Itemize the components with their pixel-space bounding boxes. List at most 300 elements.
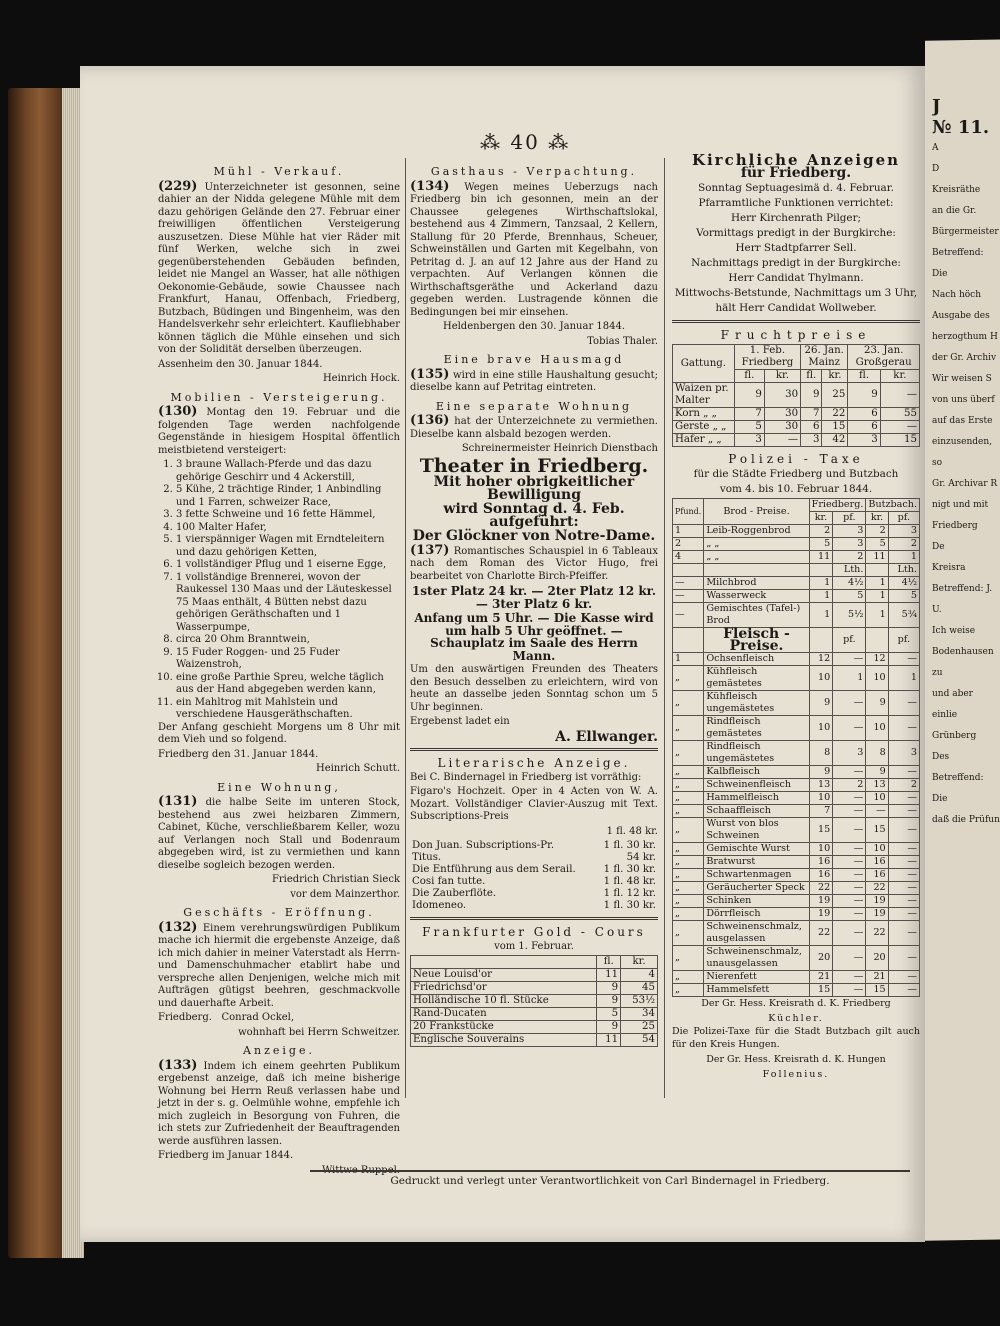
table-cell: — [833, 895, 866, 908]
ad-text: Montag den 19. Februar und die folgenden Tage werden nachfolgende Gegenstände in hiesigem Hospital öffentlich meistbietend versteigert: [158, 407, 400, 456]
ad-sign [158, 1012, 400, 1025]
table-row [410, 852, 658, 864]
heading-fruchtpreise: Fruchtpreise [720, 328, 872, 342]
ad-number: (133) [158, 1057, 198, 1073]
book-price: 54 kr. [626, 852, 656, 863]
goldcours-date: vom 1. Februar. [494, 940, 574, 952]
table-cell: 55 [880, 408, 919, 421]
church-pfarr-name: Herr Kirchenrath Pilger; [730, 212, 862, 224]
table-row [673, 843, 920, 856]
table-cell: 5 [833, 590, 866, 603]
header-cell: Friedberg. [809, 499, 866, 512]
next-page-fragment: Kreisräthe [932, 185, 981, 195]
table-cell: 1 [809, 603, 833, 628]
table-cell: — [888, 984, 919, 997]
table-cell: 20 [809, 946, 833, 971]
table-row [673, 525, 920, 538]
ad-229 [158, 178, 400, 357]
table-cell: — [833, 869, 866, 882]
table-cell: — [833, 792, 866, 805]
table-row [673, 946, 920, 971]
table-cell [866, 564, 888, 577]
book-price: 1 fl. 30 kr. [603, 900, 656, 911]
table-cell: — [880, 383, 919, 408]
page [80, 66, 925, 1242]
table-cell: 10 [866, 843, 888, 856]
table-cell: Ochsenfleisch [704, 653, 809, 666]
table-cell: 45 [621, 982, 658, 995]
table-row [673, 895, 920, 908]
polizei-sub: für die Städte Friedberg und Butzbach [693, 468, 899, 480]
header-cell: Butzbach. [866, 499, 920, 512]
theater-play: Der Glöckner von Notre-Dame. [412, 528, 656, 544]
header-cell: Gattung. [673, 345, 735, 383]
table-cell: — [833, 971, 866, 984]
list-item: 5. 1 vierspänniger Wagen mit Erndteleitern und dazu gehörigen Ketten, [176, 534, 400, 559]
table-cell: — [888, 716, 919, 741]
table-cell: 5½ [833, 603, 866, 628]
table-cell: 21 [866, 971, 888, 984]
table-cell: „ [673, 805, 704, 818]
ad-text: Unterzeichneter ist gesonnen, seine dahier an der Nidda gelegene Mühle mit dem dazu gehörigen Gelände den 27. Februar einer freiwilligen öffentlichen Versteigerung auszusetzen. Diese Mühle hat vier Räder mit fünf Werken, welche sich in zwei gegenüberstehenden Gebäuden befinden, leidet nie Mangel an Wasser, hat alle nöthigen Oekonomie-Gebäude, sowie Chaussee nach Frankfurt, Hanau, Offenbach, Friedberg, Butzbach, Büdingen und Bingenheim, was den Handelsverkehr sehr erleichtert. Kaufliebhaber können täglich die Mühle einsehen und sich von der Solidität derselben überzeugen. [158, 181, 400, 355]
table-cell: Neue Louisd'or [411, 969, 597, 982]
book-spine [8, 88, 66, 1258]
table-row [411, 1021, 658, 1034]
header-cell [673, 628, 704, 653]
ad-sign-name: Conrad Ockel, [221, 1012, 295, 1023]
ad-text: Wegen meines Ueberzugs nach Friedberg bin ich gesonnen, mein an der Chaussee gelegenes Wirthschaftslokal, bestehend aus 4 Zimmern, Tanzsaal, 2 Kellern, Stallung für 20 Pferde, Brennhaus, Scheuer, Schweinställen und Garten mit Kegelbahn, von Petritag d. J. an auf 12 Jahre aus der Hand zu verpachten. Auf Verlangen können die Wirthschaftsgeräthe und Ackerland dazu gegeben werden. Lustragende können die Bedingungen bei mir einsehen. [410, 181, 658, 318]
theater-note: Um den auswärtigen Freunden des Theaters den Besuch desselben zu erleichtern, wird von heute an dasselbe jeden Sonntag schon um 5 Uhr beginnen. [410, 664, 658, 713]
table-cell: „ [673, 843, 704, 856]
table-cell: — [866, 805, 888, 818]
table-cell: 3 [801, 434, 822, 447]
table-cell: Schaaffleisch [704, 805, 809, 818]
table-cell: 7 [801, 408, 822, 421]
table-cell: 2 [888, 538, 919, 551]
table-cell: — [833, 653, 866, 666]
theater-invite: Ergebenst ladet ein [410, 716, 510, 727]
lit-figaro: Figaro's Hochzeit. Oper in 4 Acten von W. A. Mozart. Vollständiger Clavier-Auszug mit Text. Subscriptions-Preis [410, 786, 658, 822]
table-cell: Holländische 10 fl. Stücke [411, 995, 597, 1008]
header-cell: Brod - Preise. [704, 499, 809, 525]
table-cell: 10 [866, 716, 888, 741]
table-cell: 15 [822, 421, 848, 434]
header-cell: pf. [888, 628, 919, 653]
table-row [673, 921, 920, 946]
table-cell: — [888, 882, 919, 895]
column-right [672, 151, 920, 1081]
header-cell: pf. [833, 512, 866, 525]
ad-number: (134) [410, 178, 450, 194]
table-cell: 8 [866, 741, 888, 766]
book-title: Die Zauberflöte. [412, 888, 497, 899]
heading-muehl: Mühl - Verkauf. [213, 165, 345, 178]
sign-kuechler: Küchler. [768, 1013, 824, 1024]
list-item: 10. eine große Parthie Spreu, welche täglich aus der Hand abgegeben werden kann, [176, 672, 400, 697]
table-cell: — [833, 882, 866, 895]
table-row [673, 691, 920, 716]
table-cell: 5¾ [888, 603, 919, 628]
table-cell: 9 [866, 691, 888, 716]
header-cell: kr. [822, 370, 848, 383]
next-page-fragment: an die Gr. [932, 206, 977, 216]
table-cell: — [880, 421, 919, 434]
table-cell: 22 [809, 921, 833, 946]
table-cell: 19 [866, 895, 888, 908]
table-cell: 1 [888, 666, 919, 691]
header-cell: kr. [880, 370, 919, 383]
table-cell: 16 [809, 869, 833, 882]
table-cell: — [673, 590, 704, 603]
lit-intro: Bei C. Bindernagel in Friedberg ist vorräthig: [410, 771, 642, 783]
table-cell: 11 [597, 1034, 621, 1047]
next-page-fragment: Ich weise [932, 626, 976, 636]
table-row [673, 792, 920, 805]
table-cell: 19 [866, 908, 888, 921]
table-cell: — [833, 984, 866, 997]
table-row [673, 590, 920, 603]
table-row [673, 779, 920, 792]
header-cell [411, 956, 597, 969]
next-page-fragment: Ausgabe des [932, 311, 990, 321]
table-cell: Schweinenschmalz, ausgelassen [704, 921, 809, 946]
table-cell: 15 [809, 984, 833, 997]
page-number-value: 40 [510, 130, 540, 154]
theater-sign: A. Ellwanger. [555, 728, 658, 745]
table-cell: — [833, 908, 866, 921]
table-cell: 25 [822, 383, 848, 408]
table-cell: Gerste „ „ [673, 421, 735, 434]
heading-kirchlich-sub: für Friedberg. [740, 165, 852, 181]
ad-sign: Heinrich Hock. [322, 373, 400, 384]
table-cell: 11 [597, 969, 621, 982]
table-row [673, 805, 920, 818]
list-item: 9. 15 Fuder Roggen- und 25 Fuder Waizenstroh, [176, 647, 400, 672]
table-row [673, 408, 920, 421]
table-cell: 7 [809, 805, 833, 818]
ad-number: (131) [158, 794, 198, 809]
table-cell: Gemischtes (Tafel-) Brod [704, 603, 809, 628]
table-cell: 16 [866, 869, 888, 882]
heading-polizei: Polizei - Taxe [728, 452, 864, 466]
header-cell: fl. [597, 956, 621, 969]
header-cell: fl. [848, 370, 880, 383]
table-cell: 2 [673, 538, 704, 551]
next-page-fragment: Betreffend: Die [932, 248, 984, 279]
table-cell: 3 [848, 434, 880, 447]
table-cell: Hammelfleisch [704, 792, 809, 805]
table-cell: 30 [764, 408, 800, 421]
sign-kreisrath-friedberg: Der Gr. Hess. Kreisrath d. K. Friedberg [701, 998, 891, 1009]
table-cell: „ [673, 971, 704, 984]
table-cell: 1 [673, 525, 704, 538]
theater-prices: 1ster Platz 24 kr. — 2ter Platz 12 kr. — 3ter Platz 6 kr. [411, 584, 657, 611]
table-cell: Schweinenschmalz, unausgelassen [704, 946, 809, 971]
table-cell: Milchbrod [704, 577, 809, 590]
table-cell: 5 [888, 590, 919, 603]
table-row [410, 900, 658, 912]
table-cell: 20 [866, 946, 888, 971]
header-cell: kr. [621, 956, 658, 969]
table-cell: „ [673, 792, 704, 805]
table-header-row [673, 345, 920, 370]
column-left [158, 160, 400, 1179]
next-page-fragment: A [932, 143, 939, 153]
book-title: Don Juan. Subscriptions-Pr. [412, 840, 555, 851]
header-cell: fl. [734, 370, 764, 383]
list-item: 1. 3 braune Wallach-Pferde und das dazu gehörige Geschirr und 4 Ackerstill, [176, 459, 400, 484]
table-cell: 1 [866, 603, 888, 628]
table-row [673, 882, 920, 895]
heading-hausmagd: Eine brave Hausmagd [443, 353, 625, 366]
next-page-fragment: Bürgermeister [932, 227, 999, 237]
table-cell: „ [673, 921, 704, 946]
table-cell: — [833, 766, 866, 779]
next-page-fragment: daß die Prüfun [932, 815, 1000, 825]
table-cell: „ [673, 666, 704, 691]
table-header-row [673, 499, 920, 512]
ad-text: wird in eine stille Haushaltung gesucht; dieselbe kann auf Petritag eintreten. [410, 369, 658, 393]
next-page-fragment: Wir weisen S [932, 374, 992, 384]
table-cell: 12 [866, 653, 888, 666]
table-row [673, 434, 920, 447]
next-page-text [932, 96, 1000, 1206]
book-price: 1 fl. 48 kr. [603, 876, 656, 887]
table-cell: 9 [848, 383, 880, 408]
next-page-fragment: De [932, 542, 945, 552]
ad-131 [158, 796, 400, 872]
ad-sign: vor dem Mainzerthor. [290, 888, 400, 900]
table-cell: — [673, 577, 704, 590]
table-cell: 11 [866, 551, 888, 564]
table-cell: 1 [866, 577, 888, 590]
table-cell: — [888, 766, 919, 779]
table-cell: Kühfleisch ungemästetes [704, 691, 809, 716]
church-mittw: Mittwochs-Betstunde, Nachmittags um 3 Uhr, [674, 287, 918, 299]
next-page-fragment: Grünberg [932, 731, 977, 741]
table-cell: 2 [888, 779, 919, 792]
table-cell: „ [673, 818, 704, 843]
table-row [673, 766, 920, 779]
list-item: 11. ein Mahltrog mit Mahlstein und verschiedene Hausgeräthschaften. [176, 697, 400, 722]
table-cell: „ [673, 779, 704, 792]
header-cell: 26. Jan. Mainz [801, 345, 848, 370]
table-header-row [673, 628, 920, 653]
table-row [673, 551, 920, 564]
church-vorm: Vormittags predigt in der Burgkirche: [696, 227, 896, 239]
table-cell: 6 [848, 421, 880, 434]
header-cell: 23. Jan. Großgerau [848, 345, 920, 370]
divider [672, 320, 920, 323]
table-row [673, 856, 920, 869]
table-row [673, 538, 920, 551]
table-cell: Kühfleisch gemästetes [704, 666, 809, 691]
next-page-fragment: Bodenhausen zu [932, 647, 994, 678]
table-cell: „ [673, 716, 704, 741]
ad-sign: Friedrich Christian Sieck [271, 874, 400, 885]
table-row [673, 666, 920, 691]
table-row [673, 421, 920, 434]
church-pfarr: Pfarramtliche Funktionen verrichtet: [698, 197, 894, 209]
table-cell: 53½ [621, 995, 658, 1008]
header-cell: Pfund. [673, 499, 704, 525]
ad-text: Einem verehrungswürdigen Publikum mache ich hiermit die ergebenste Anzeige, daß ich mich dahier in meiner Vaterstadt als Herrn- und Damenschuhmacher etablirt habe und verspreche allen Denjenigen, welche mich mit Aufträgen gütigst beehren, geschmackvolle und dauerhafte Arbeit. [158, 922, 400, 1009]
table-cell: 3 [888, 741, 919, 766]
table-cell: „ [673, 946, 704, 971]
book-title: Titus. [412, 852, 442, 863]
table-cell: — [888, 895, 919, 908]
ad-number: (137) [410, 542, 450, 558]
ad-sign: Schreinermeister Heinrich Dienstbach [461, 443, 658, 454]
table-cell: 5 [866, 538, 888, 551]
table-row [673, 653, 920, 666]
table-row [673, 716, 920, 741]
table-row [411, 969, 658, 982]
table-cell: Nierenfett [704, 971, 809, 984]
table-cell: 19 [809, 908, 833, 921]
header-cell: pf. [888, 512, 919, 525]
butzbach-note: Die Polizei-Taxe für die Stadt Butzbach gilt auch für den Kreis Hungen. [672, 1026, 920, 1050]
header-cell [809, 628, 833, 653]
table-cell: 15 [866, 984, 888, 997]
church-nachm: Nachmittags predigt in der Burgkirche: [691, 257, 901, 269]
table-cell: 22 [809, 882, 833, 895]
polizei-date: vom 4. bis 10. Februar 1844. [719, 483, 873, 495]
next-page-fragment: J [932, 96, 941, 117]
table-cell: — [764, 434, 800, 447]
next-page-fragment: herzogthum H [932, 332, 998, 342]
table-cell: „ [673, 766, 704, 779]
theater-start: Anfang um 5 Uhr. — Die Kasse wird um halb 5 Uhr geöffnet. — Schauplatz im Saale des Herrn Mann. [414, 611, 654, 663]
table-cell: 10 [866, 792, 888, 805]
header-cell [866, 628, 888, 653]
table-cell: 1 [888, 551, 919, 564]
table-cell: 9 [809, 691, 833, 716]
column-middle [410, 160, 658, 1047]
table-cell: — [833, 843, 866, 856]
page-number: ⁂ 40 ⁂ [480, 130, 571, 154]
table-cell [809, 564, 833, 577]
ad-text: Romantisches Schauspiel in 6 Tableaux nach dem Roman des Victor Hugo, frei bearbeitet von Charlotte Birch-Pfeiffer. [410, 545, 658, 582]
lit-figaro-price: 1 fl. 48 kr. [606, 825, 658, 837]
table-cell: — [888, 971, 919, 984]
table-cell: Schweinenfleisch [704, 779, 809, 792]
table-row [410, 840, 658, 852]
table-cell: 3 [734, 434, 764, 447]
table-cell: 2 [866, 525, 888, 538]
table-row [411, 1034, 658, 1047]
table-cell: — [833, 691, 866, 716]
next-page-fragment: und aber einlie [932, 689, 973, 720]
divider [410, 748, 658, 751]
table-cell: 3 [833, 538, 866, 551]
table-cell: 9 [809, 766, 833, 779]
heading-separate: Eine separate Wohnung [435, 399, 633, 413]
table-cell [673, 564, 704, 577]
table-row [673, 383, 920, 408]
ad-sign-place: Friedberg. [158, 1012, 212, 1023]
table-cell: 10 [809, 716, 833, 741]
books-table [410, 840, 658, 912]
table-cell: 21 [809, 971, 833, 984]
list-item: 7. 1 vollständige Brennerei, wovon der Raukessel 130 Maas und der Läuteskessel 75 Maas enthält, 4 Bütten nebst dazu gehörigen Geräthschaften und 1 Wasserpumpe, [176, 572, 400, 635]
ad-text: die halbe Seite im unteren Stock, bestehend aus zwei heizbaren Zimmern, Cabinet, Küche, verschließbarem Keller, wozu auf Verlangen noch Stall und Bodenraum abgegeben wird, ist zu vermiethen und kann dieselbe sogleich bezogen werden. [158, 797, 400, 871]
ad-135 [410, 366, 658, 395]
table-row [673, 603, 920, 628]
heading-anzeige: Anzeige. [243, 1044, 315, 1057]
table-cell: Geräucherter Speck [704, 882, 809, 895]
table-cell: — [888, 921, 919, 946]
ad-number: (135) [410, 366, 450, 382]
table-cell: 9 [734, 383, 764, 408]
table-row [673, 908, 920, 921]
table-cell: 2 [833, 551, 866, 564]
list-item: 6. 1 vollständiger Pflug und 1 eiserne Egge, [176, 559, 400, 572]
ad-sign: Friedberg den 31. Januar 1844. [158, 748, 319, 760]
table-cell: — [833, 818, 866, 843]
list-item: 3. 3 fette Schweine und 16 fette Hämmel, [176, 509, 400, 522]
table-cell: — [833, 716, 866, 741]
table-cell: Bratwurst [704, 856, 809, 869]
next-page-fragment: Betreffend: Die [932, 773, 984, 804]
table-cell: 1 [809, 577, 833, 590]
next-page-fragment: auf das Erste [932, 416, 993, 426]
next-page-fragment: D [932, 164, 940, 174]
next-page-fragment: von uns überf [932, 395, 995, 405]
table-cell: 10 [866, 666, 888, 691]
table-cell: 19 [809, 895, 833, 908]
table-cell: 1 [866, 590, 888, 603]
next-page-fragment: № 11. [932, 117, 990, 138]
table-cell: 5 [734, 421, 764, 434]
table-cell: 12 [809, 653, 833, 666]
table-row [411, 982, 658, 995]
table-cell: 6 [848, 408, 880, 421]
auction-list [158, 459, 400, 722]
table-cell: 34 [621, 1008, 658, 1021]
table-cell: — [888, 869, 919, 882]
table-row [410, 876, 658, 888]
table-header-row [411, 956, 658, 969]
table-cell: 4½ [833, 577, 866, 590]
next-page-fragment: Gr. Archivar R [932, 479, 998, 489]
table-row [410, 864, 658, 876]
table-cell: 7 [734, 408, 764, 421]
book-title: Idomeneo. [412, 900, 467, 911]
table-cell: 5 [809, 538, 833, 551]
table-cell: Friedrichsd'or [411, 982, 597, 995]
column-rule-1 [405, 158, 406, 1098]
table-cell: Hammelsfett [704, 984, 809, 997]
table-cell: 9 [597, 995, 621, 1008]
table-row [411, 1008, 658, 1021]
table-cell: Wasserweck [704, 590, 809, 603]
heading-gasthaus: Gasthaus - Verpachtung. [430, 165, 638, 178]
table-cell: „ [673, 908, 704, 921]
table-cell: 15 [866, 818, 888, 843]
table-cell: „ [673, 856, 704, 869]
table-cell: 1 [673, 653, 704, 666]
next-page-fragment: Betreffend: J. U. [932, 584, 993, 615]
ad-sign: Assenheim den 30. Januar 1844. [158, 358, 323, 370]
ad-137 [410, 542, 658, 584]
table-row [411, 995, 658, 1008]
table-cell: Waizen pr. Malter [673, 383, 735, 408]
table-cell: „ „ [704, 551, 809, 564]
grain-price-table [672, 344, 920, 447]
table-cell: 4½ [888, 577, 919, 590]
book-title: Cosi fan tutte. [412, 876, 486, 887]
